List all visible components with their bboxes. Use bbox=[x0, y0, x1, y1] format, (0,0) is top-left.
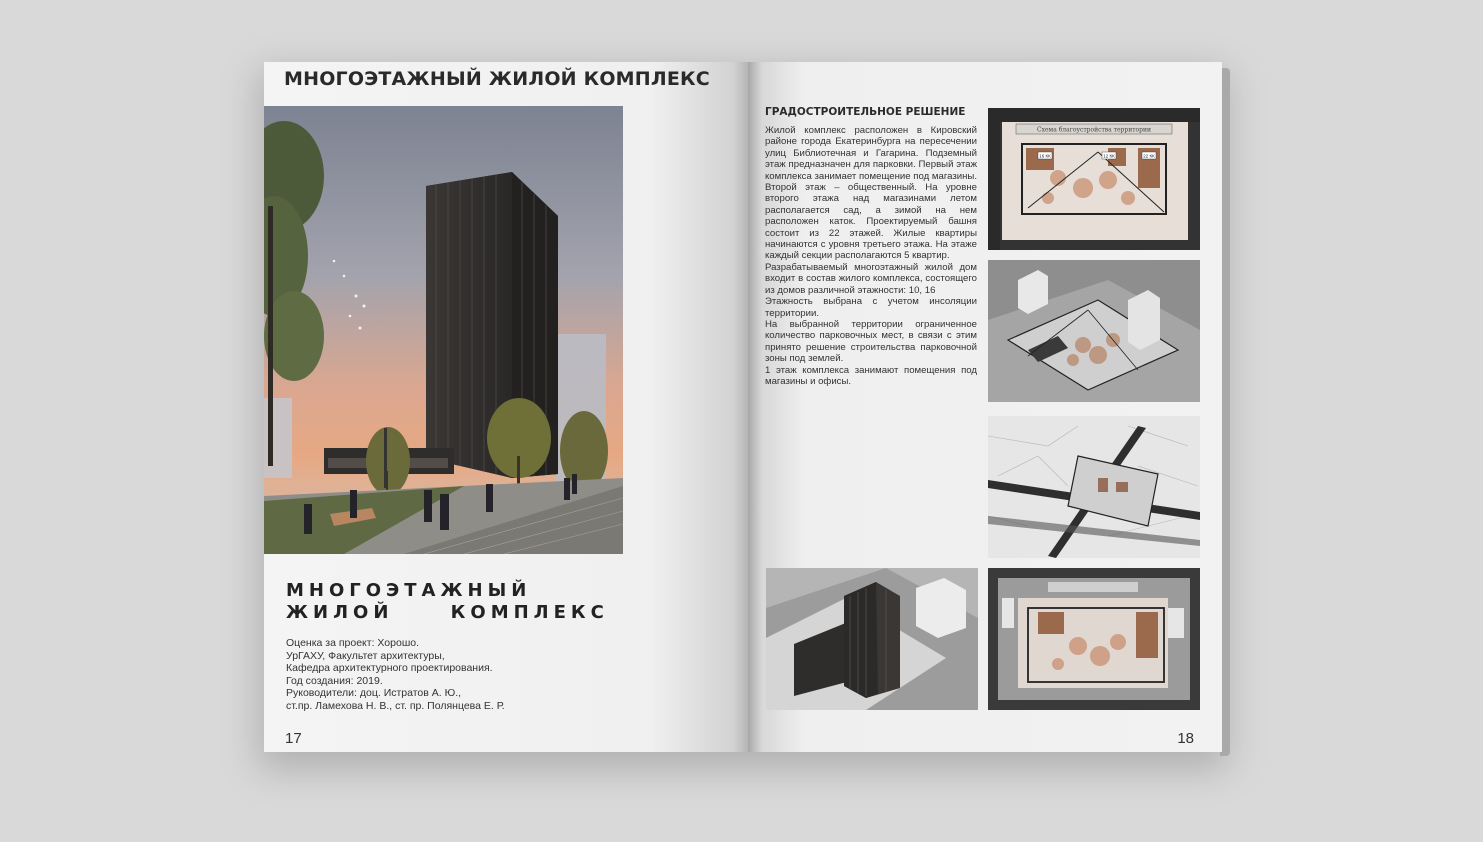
project-title-line-2: ЖИЛОЙ КОМПЛЕКС bbox=[286, 602, 609, 623]
credit-line: Кафедра архитектурного проектирования. bbox=[286, 662, 493, 674]
paragraph: Жилой комплекс расположен в Кировский районе города Екатеринбурга на пересечении улиц Библиотечная и Гагарина. Подземный этаж предназначен для парковки. Первый этаж комплекса занимает помещение под магазины. Второй этаж – общественный. На уровне второго этажа над магазинами летом располагается сад, а зимой на нем расположен каток. Проектируемый башня состоит из 22 этажей. Жилые квартиры начинаются с уровня третьего этажа. На этаже каждый секции располагаются 5 квартир. bbox=[765, 125, 977, 262]
project-title bbox=[286, 580, 609, 624]
tower-render-image bbox=[264, 106, 623, 554]
paragraph: На выбранной территории ограниченное количество парковочных мест, в связи с этим принято решение строительства парковочной зоны под землей. bbox=[765, 318, 977, 365]
credit-line: Оценка за проект: Хорошо. bbox=[286, 637, 419, 649]
axonometry-image bbox=[988, 260, 1200, 402]
section-body bbox=[765, 125, 977, 387]
credit-line: УрГАХУ, Факультет архитектуры, bbox=[286, 649, 445, 662]
floors-label-a: 16 КК bbox=[1039, 153, 1051, 159]
page-number-left: 17 bbox=[285, 730, 302, 747]
left-page bbox=[264, 62, 748, 752]
paragraph: Разрабатываемый многоэтажный жилой дом входит в состав жилого комплекса, состоящего из домов различной этажности: 10, 16 bbox=[765, 261, 977, 296]
tower-axonometry-image bbox=[766, 568, 978, 710]
floors-label-b: 12 КК bbox=[1103, 153, 1115, 159]
city-map-image bbox=[988, 416, 1200, 558]
site-plan-label: Схема благоустройства территории bbox=[1037, 126, 1151, 134]
paragraph: 1 этаж комплекса занимают помещения под магазины и офисы. bbox=[765, 364, 977, 387]
project-credits bbox=[286, 637, 505, 712]
landscape-plan-image bbox=[988, 568, 1200, 710]
site-plan-image bbox=[988, 108, 1200, 250]
running-title: МНОГОЭТАЖНЫЙ ЖИЛОЙ КОМПЛЕКС bbox=[284, 68, 710, 90]
page-number-right: 18 bbox=[1177, 730, 1194, 747]
project-title-line-1: МНОГОЭТАЖНЫЙ bbox=[286, 580, 532, 601]
section-heading: ГРАДОСТРОИТЕЛЬНОЕ РЕШЕНИЕ bbox=[765, 106, 966, 118]
credit-line: ст.пр. Ламехова Н. В., ст. пр. Полянцева Е. Р. bbox=[286, 699, 505, 712]
paragraph: Этажность выбрана с учетом инсоляции территории. bbox=[765, 296, 977, 319]
credit-line: Руководители: доц. Истратов А. Ю., bbox=[286, 687, 462, 699]
floors-label-c: 22 КК bbox=[1143, 153, 1155, 159]
right-page bbox=[748, 62, 1222, 752]
credit-line: Год создания: 2019. bbox=[286, 674, 383, 687]
